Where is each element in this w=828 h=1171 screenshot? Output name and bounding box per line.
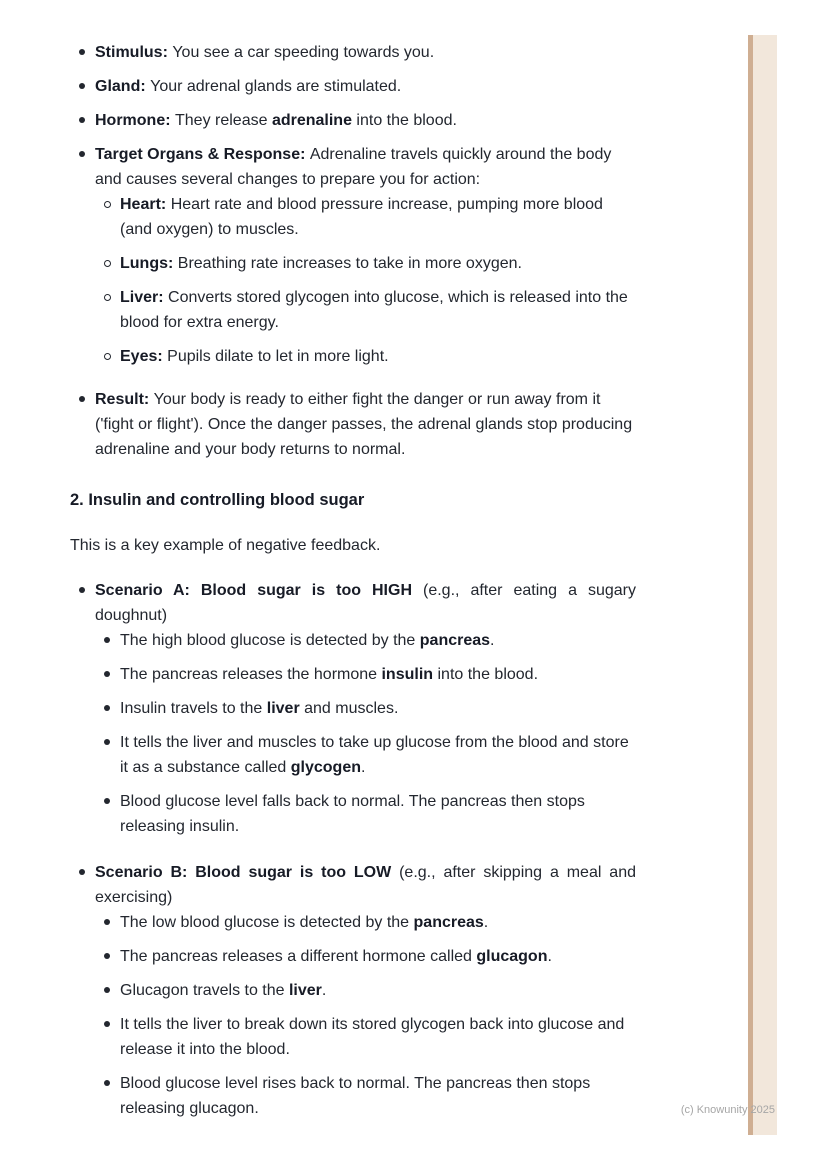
list-item-scenario-b — [70, 860, 636, 1130]
bullet-list-scenarios — [70, 578, 636, 1130]
list-item-text: Insulin travels to the liver and muscles. — [120, 700, 399, 717]
bullet-icon — [79, 83, 85, 89]
bullet-icon — [104, 953, 110, 959]
watermark: (c) Knowunity 2025 — [680, 1104, 775, 1116]
list-item — [95, 789, 636, 839]
hollow-bullet-icon — [104, 294, 111, 301]
list-item-text: Gland: Your adrenal glands are stimulated. — [95, 78, 402, 95]
list-item-text: The high blood glucose is detected by the pancreas. — [120, 632, 495, 649]
paragraph: This is a key example of negative feedback. — [70, 537, 381, 554]
bullet-icon — [104, 987, 110, 993]
list-item-text: Eyes: Pupils dilate to let in more light. — [120, 348, 389, 365]
bullet-icon — [79, 396, 85, 402]
bullet-icon — [104, 1080, 110, 1086]
document-content — [70, 40, 636, 1142]
list-item-text: Hormone: They release adrenaline into the blood. — [95, 112, 457, 129]
list-item-text: Blood glucose level falls back to normal. The pancreas then stops releasing insulin. — [120, 793, 585, 835]
hollow-bullet-icon — [104, 201, 111, 208]
hollow-bullet-icon — [104, 353, 111, 360]
list-item-text: The low blood glucose is detected by the pancreas. — [120, 914, 489, 931]
list-item — [70, 108, 636, 133]
bullet-icon — [79, 587, 85, 593]
list-item-text: Glucagon travels to the liver. — [120, 982, 327, 999]
list-item-text: Target Organs & Response: Adrenaline travels quickly around the body and causes several changes to prepare you for action: — [95, 146, 612, 188]
section-heading: 2. Insulin and controlling blood sugar — [70, 491, 365, 509]
list-item-text: Liver: Converts stored glycogen into glucose, which is released into the blood for extra energy. — [120, 289, 628, 331]
bullet-icon — [104, 739, 110, 745]
list-item — [95, 192, 636, 242]
page-edge-stripe — [753, 35, 777, 1135]
bullet-icon — [104, 705, 110, 711]
list-item — [95, 1012, 636, 1062]
list-item — [70, 74, 636, 99]
list-item — [95, 285, 636, 335]
list-item — [95, 910, 636, 935]
sub-bullet-list-scenario-a — [95, 628, 636, 839]
list-item-text: Result: Your body is ready to either fight the danger or run away from it ('fight or flight'). Once the danger passes, the adrenal glands stop producing adrenaline and your body returns to normal. — [95, 391, 633, 458]
list-item — [70, 142, 636, 378]
list-item — [70, 387, 636, 462]
bullet-icon — [104, 637, 110, 643]
list-item-text: The pancreas releases a different hormone called glucagon. — [120, 948, 552, 965]
list-item — [95, 696, 636, 721]
scenario-b-lead: Scenario B: Blood sugar is too LOW (e.g., after skipping a meal and exercising) — [95, 864, 636, 906]
sub-bullet-list-organs — [95, 192, 636, 369]
list-item — [95, 1071, 636, 1121]
bullet-icon — [104, 1021, 110, 1027]
list-item-text: Stimulus: You see a car speeding towards you. — [95, 44, 435, 61]
list-item — [95, 662, 636, 687]
list-item-text: It tells the liver and muscles to take up glucose from the blood and store it as a substance called glycogen. — [120, 734, 629, 776]
bullet-icon — [79, 49, 85, 55]
list-item — [95, 730, 636, 780]
sub-bullet-list-scenario-b — [95, 910, 636, 1121]
list-item-text: Heart: Heart rate and blood pressure increase, pumping more blood (and oxygen) to muscles. — [120, 196, 603, 238]
list-item-scenario-a — [70, 578, 636, 848]
bullet-icon — [79, 151, 85, 157]
list-item — [95, 344, 636, 369]
bullet-icon — [79, 117, 85, 123]
list-item — [95, 944, 636, 969]
bullet-icon — [104, 671, 110, 677]
list-item — [95, 251, 636, 276]
bullet-icon — [79, 869, 85, 875]
list-item — [95, 628, 636, 653]
bullet-list-adrenaline — [70, 40, 636, 462]
bullet-icon — [104, 919, 110, 925]
list-item-text: It tells the liver to break down its stored glycogen back into glucose and release it into the blood. — [120, 1016, 625, 1058]
list-item — [70, 40, 636, 65]
list-item-text: Blood glucose level rises back to normal. The pancreas then stops releasing glucagon. — [120, 1075, 591, 1117]
list-item-text: The pancreas releases the hormone insulin into the blood. — [120, 666, 539, 683]
scenario-a-lead: Scenario A: Blood sugar is too HIGH (e.g., after eating a sugary doughnut) — [95, 582, 637, 624]
list-item-text: Lungs: Breathing rate increases to take in more oxygen. — [120, 255, 522, 272]
list-item — [95, 978, 636, 1003]
hollow-bullet-icon — [104, 260, 111, 267]
bullet-icon — [104, 798, 110, 804]
